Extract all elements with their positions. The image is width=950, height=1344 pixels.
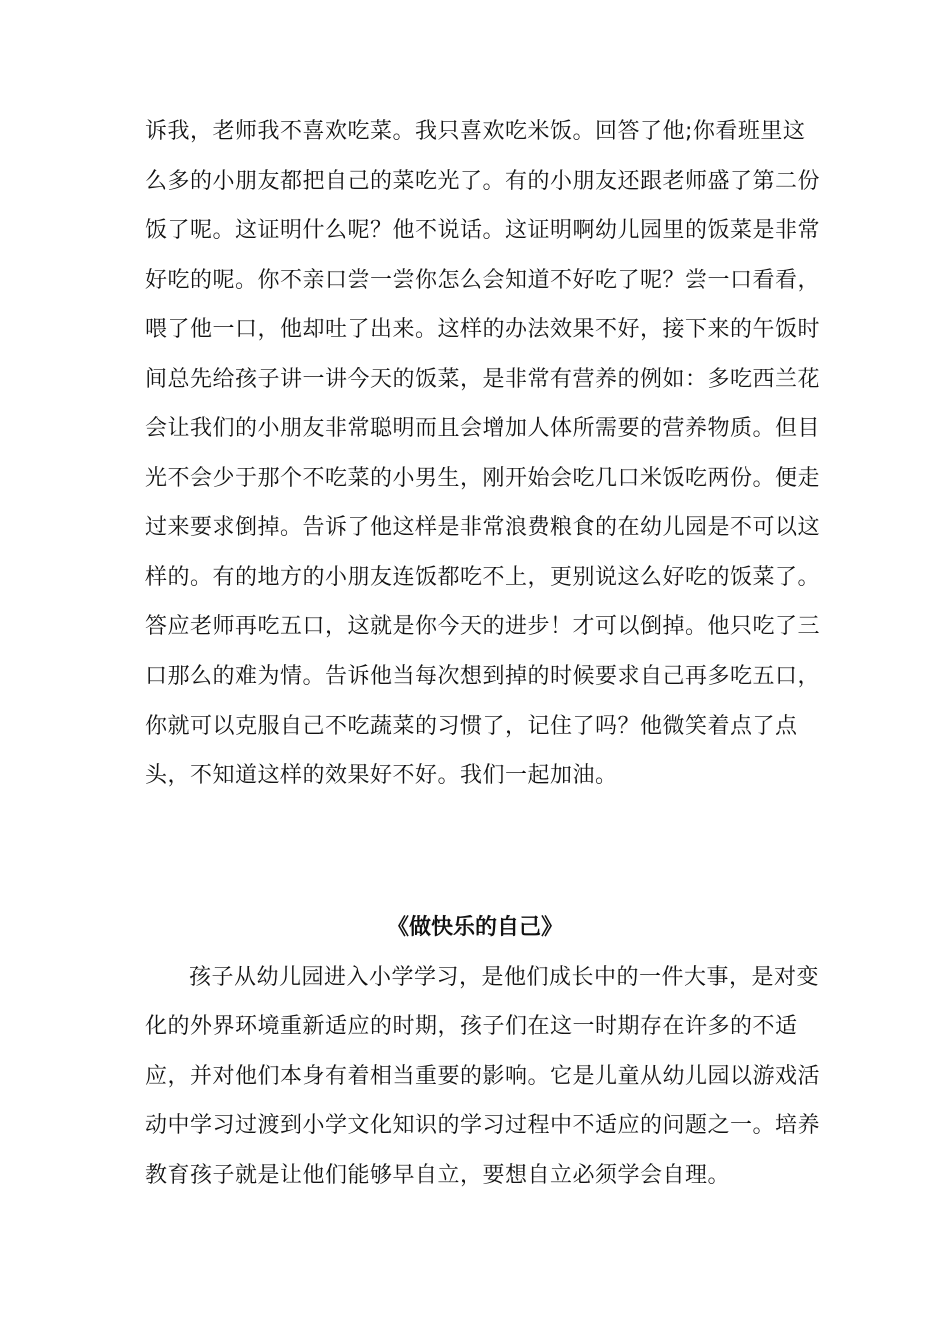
paragraph-line: 样的。有的地方的小朋友连饭都吃不上，更别说这么好吃的饭菜了。	[145, 565, 821, 590]
paragraph-line: 答应老师再吃五口，这就是你今天的进步！才可以倒掉。他只吃了三	[145, 614, 821, 639]
paragraph-line: 好吃的呢。你不亲口尝一尝你怎么会知道不好吃了呢？尝一口看看，	[145, 268, 821, 293]
paragraph-line: 动中学习过渡到小学文化知识的学习过程中不适应的问题之一。培养	[145, 1113, 821, 1138]
paragraph-line: 会让我们的小朋友非常聪明而且会增加人体所需要的营养物质。但目	[145, 416, 821, 441]
paragraph-line: 化的外界环境重新适应的时期，孩子们在这一时期存在许多的不适	[145, 1014, 798, 1039]
paragraph-line: 教育孩子就是让他们能够早自立，要想自立必须学会自理。	[145, 1163, 731, 1188]
paragraph-line: 过来要求倒掉。告诉了他这样是非常浪费粮食的在幼儿园是不可以这	[145, 515, 821, 540]
paragraph-line: 应，并对他们本身有着相当重要的影响。它是儿童从幼儿园以游戏活	[145, 1064, 821, 1089]
section-title: 《做快乐的自己》	[386, 915, 563, 940]
paragraph-line: 么多的小朋友都把自己的菜吃光了。有的小朋友还跟老师盛了第二份	[145, 169, 821, 194]
paragraph-line: 诉我，老师我不喜欢吃菜。我只喜欢吃米饭。回答了他;你看班里这	[145, 119, 806, 144]
paragraph-line: 头，不知道这样的效果好不好。我们一起加油。	[145, 763, 618, 788]
paragraph-line: 口那么的难为情。告诉他当每次想到掉的时候要求自己再多吃五口，	[145, 664, 821, 689]
paragraph-line: 你就可以克服自己不吃蔬菜的习惯了，记住了吗？他微笑着点了点	[145, 714, 798, 739]
paragraph-line: 间总先给孩子讲一讲今天的饭菜，是非常有营养的例如：多吃西兰花	[145, 367, 821, 392]
paragraph-line: 光不会少于那个不吃菜的小男生，刚开始会吃几口米饭吃两份。便走	[145, 466, 821, 491]
paragraph-line: 喂了他一口，他却吐了出来。这样的办法效果不好，接下来的午饭时	[145, 317, 821, 342]
paragraph-line: 孩子从幼儿园进入小学学习，是他们成长中的一件大事，是对变	[189, 965, 820, 990]
paragraph-line: 饭了呢。这证明什么呢？他不说话。这证明啊幼儿园里的饭菜是非常	[145, 218, 821, 243]
